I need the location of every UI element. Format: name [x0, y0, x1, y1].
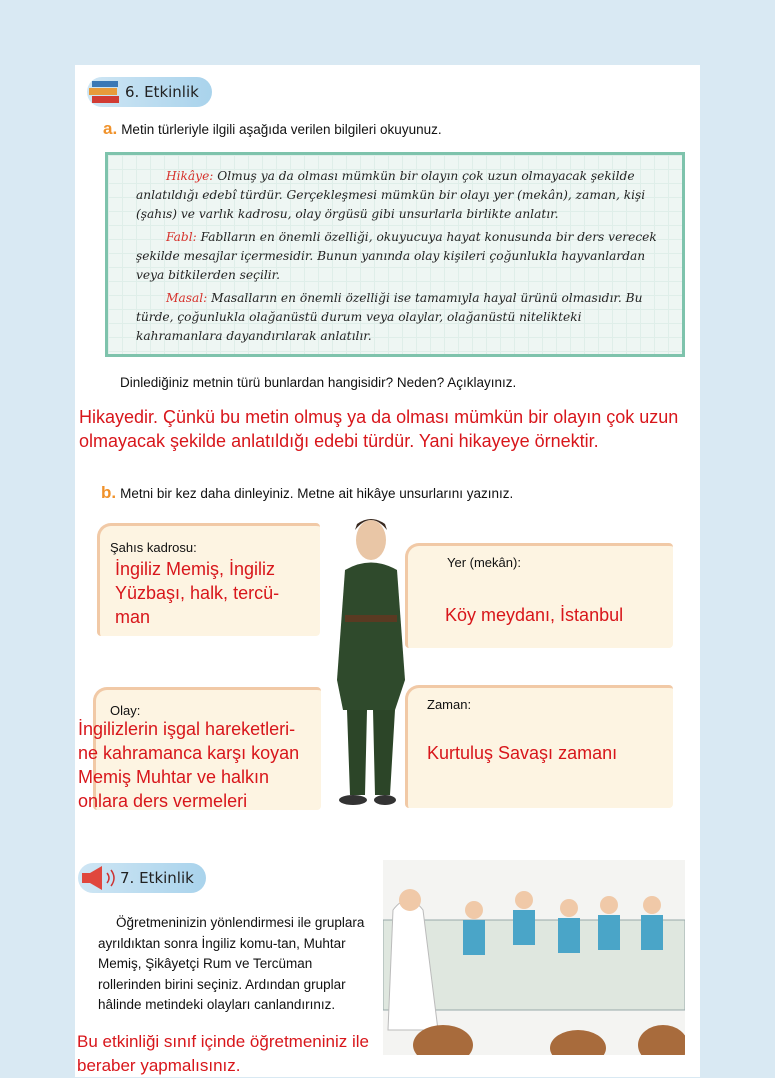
place-label: Yer (mekân): [447, 555, 521, 570]
classroom-illustration [383, 860, 685, 1055]
activity7-answer: Bu etkinliği sınıf içinde öğretmeniniz ile beraber yapmalısınız. [77, 1032, 369, 1075]
part-b-instruction-row [101, 483, 513, 503]
part-b-instruction: Metni bir kez daha dinleyiniz. Metne ait hikâye unsurlarını yazınız. [120, 486, 514, 501]
definition-text: Masalların en önemli özelliği ise tamamıyla hayal ürünü olmasıdır. Bu türde, çoğunlukla olağanüstü durum veya olaylar, olağanüstü nitelikteki kahramanlara dayandırılarak anlatılır. [136, 291, 643, 343]
part-a-instruction: Metin türleriyle ilgili aşağıda verilen bilgileri okuyunuz. [121, 122, 442, 137]
definition-fabl [136, 228, 664, 285]
term-masal: Masal: [166, 291, 208, 305]
soldier-illustration [305, 510, 435, 810]
part-a-answer: Hikayedir. Çünkü bu metin olmuş ya da olması mümkün bir olayın çok uzun olmayacak şekilde anlatıldığı edebi türdür. Yani hikayeye örnektir. [79, 407, 679, 451]
term-fabl: Fabl: [166, 230, 197, 244]
text-types-info-box [105, 152, 685, 357]
definition-text: Olmuş ya da olması mümkün bir olayın çok uzun olmayacak şekilde anlatıldığı edebî türdür. Gerçekleşmesi mümkün bir olayı yer (mekân), zaman, kişi (şahıs) ve varlık kadrosu, olay örgüsü gibi unsurlarla birlikte anlatır. [136, 169, 646, 221]
definition-text: Fablların en önemli özelliği, okuyucuya hayat konusunda bir ders verecek şekilde mesajlar içermesidir. Bunun yanında olay kişileri çoğunlukla hayvanlardan veya bitkilerden seçilir. [136, 230, 657, 282]
textbook-page [75, 65, 700, 1077]
term-hikaye: Hikâye: [166, 169, 214, 183]
part-a-letter: a. [103, 119, 118, 138]
definition-masal [136, 289, 664, 346]
definition-hikaye [136, 167, 664, 224]
event-answer: İngilizlerin işgal hareketleri-ne kahramanca karşı koyan Memiş Muhtar ve halkın onlara ders vermeleri [78, 719, 300, 811]
speaker-icon [78, 864, 120, 892]
part-a-question: Dinlediğiniz metnin türü bunlardan hangisidir? Neden? Açıklayınız. [120, 375, 517, 390]
event-label: Olay: [110, 703, 141, 718]
place-card [405, 543, 673, 648]
time-label: Zaman: [427, 697, 472, 712]
books-icon [89, 78, 125, 106]
part-a-instruction-row [103, 119, 442, 139]
activity6-badge [87, 77, 212, 107]
characters-label: Şahıs kadrosu: [110, 540, 197, 555]
time-answer: Kurtuluş Savaşı zamanı [427, 743, 618, 763]
part-b-letter: b. [101, 483, 117, 502]
characters-answer: İngiliz Memiş, İngiliz Yüzbaşı, halk, tercü-man [115, 559, 280, 627]
place-answer: Köy meydanı, İstanbul [445, 605, 624, 625]
activity6-title: 6. Etkinlik [125, 83, 199, 101]
activity7-instruction: Öğretmeninizin yönlendirmesi ile gruplara ayrıldıktan sonra İngiliz komu-tan, Muhtar Memiş, Şikâyetçi Rum ve Tercüman rollerinden birini seçiniz. Ardından gruplar hâlinde metindeki olayları canlandırınız. [98, 915, 365, 1012]
activity7-title: 7. Etkinlik [120, 869, 194, 887]
activity7-badge [78, 863, 206, 893]
